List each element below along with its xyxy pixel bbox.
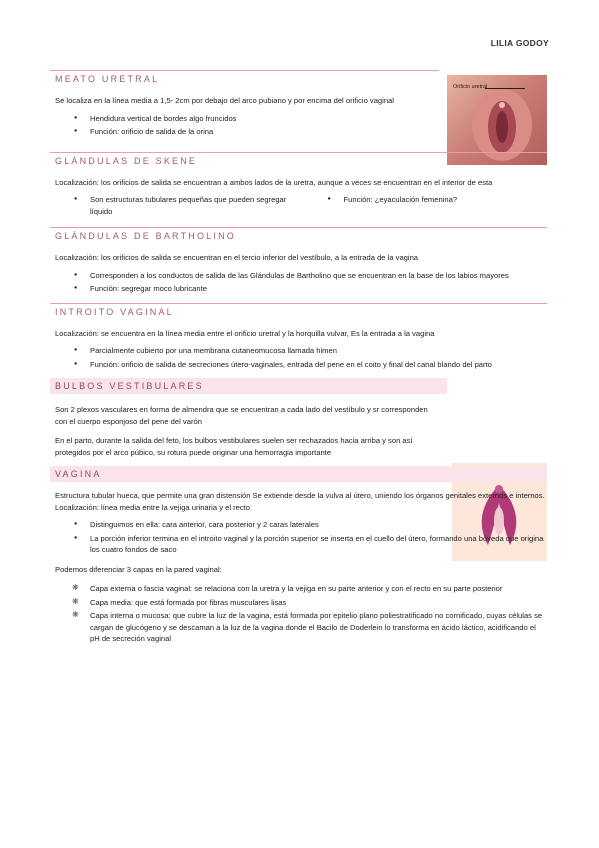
section-text: Estructura tubular hueca, que permite una gran distensión Se extiende desde la vulva al útero, uniendo los órganos genitales externos e internos. Localización: línea media entre la vejiga urinaria y el recto	[55, 491, 545, 512]
section-meato	[50, 70, 547, 138]
document-body	[50, 70, 547, 653]
list-item: ● Parcialmente cubierto por una membrana cutaneomucosa llamada himen	[90, 345, 547, 357]
section-title: VAGINA	[50, 466, 547, 482]
bullet-list	[50, 270, 547, 295]
section-subtitle: Podemos diferenciar 3 capas en la pared vaginal:	[55, 564, 222, 574]
two-column-bullets	[50, 194, 547, 227]
layer-list	[50, 583, 547, 645]
section-vagina	[50, 466, 547, 645]
list-item: ❋ Capa externa o fascia vaginal: se relaciona con la uretra y la vejiga en su parte anterior y con el recto en su parte posterior	[90, 583, 547, 595]
section-introito	[50, 303, 547, 371]
list-item: ● Hendidura vertical de bordes algo fruncidos	[90, 113, 439, 125]
bullet-list	[50, 113, 547, 138]
list-item: ● Función: ¿eyaculación femenina?	[344, 194, 548, 206]
section-title: MEATO URETRAL	[50, 70, 439, 87]
list-item: ● Función: segregar moco lubricante	[90, 283, 547, 295]
list-item: ● La porción inferior termina en el introito vaginal y la porción superior se inserta en el cuello del útero, formando una bóveda que origina los cuatro fondos de saco	[90, 533, 547, 556]
list-item: ● Función: orificio de salida de secreciones útero-vaginales, entrada del pene en el coito y final del canal blando del parto	[90, 359, 547, 371]
section-bulbos	[50, 378, 547, 458]
section-text: Localización: se encuentra en la línea media entre el orificio uretral y la horquilla vulvar, Es la entrada a la vagina	[55, 328, 435, 338]
section-text: En el parto, durante la salida del feto, los bulbos vestibulares suelen ser rechazados hacia arriba y son así protegidos por el arco púbico, su rotura puede originar una hemorragia importante	[55, 436, 413, 457]
bullet-list	[304, 194, 548, 219]
section-title: GLÁNDULAS DE SKENE	[50, 152, 547, 169]
section-title: BULBOS VESTIBULARES	[50, 378, 447, 394]
author-name: LILIA GODOY	[490, 38, 549, 48]
list-item: ● Corresponden a los conductos de salida de las Glándulas de Bartholino que se encuentran en la base de los labios mayores	[90, 270, 547, 282]
section-text: Se localiza en la línea media a 1,5- 2cm por debajo del arco pubiano y por encima del orificio vaginal	[55, 96, 394, 105]
list-item: ❋ Capa media: que está formada por fibras musculares lisas	[90, 597, 547, 609]
bullet-list	[50, 194, 304, 219]
section-text: Son 2 plexos vasculares en forma de almendra que se encuentran a cada lado del vestíbulo y sr corresponden con el cuerpo esponjoso del pene del varón	[55, 405, 428, 426]
section-text: Localización: los orificios de salida se encuentran a ambos lados de la uretra, aunque a veces se encuentran en el interior de esta	[55, 177, 493, 187]
bullet-list	[50, 519, 547, 556]
section-bartholino	[50, 227, 547, 295]
list-item: ❋ Capa interna o mucosa: que cubre la luz de la vagina, está formada por epitelio plano poliestratificado no cornificado, cuyas células se cargan de glucógeno y se descaman a la luz de la vagina donde el Bacilo de Doderlein lo transforma en ácido láctico, acidificando el pH de secreción vaginal	[90, 610, 547, 645]
section-title: GLÁNDULAS DE BARTHOLINO	[50, 227, 547, 244]
bullet-list	[50, 345, 547, 370]
figure-label: Orificio uretral	[453, 84, 488, 90]
section-skene	[50, 152, 547, 228]
section-text: Localización: los orificios de salida se encuentran en el tercio inferior del vestíbulo, a la entrada de la vagina	[55, 253, 419, 262]
list-item: ● Función: orificio de salida de la orina	[90, 126, 439, 138]
list-item: ● Distinguimos en ella: cara anterior, cara posterior y 2 caras laterales	[90, 519, 547, 531]
list-item: ● Son estructuras tubulares pequeñas que pueden segregar líquido	[90, 194, 294, 217]
section-title: INTROITO VAGINAL	[50, 303, 547, 320]
